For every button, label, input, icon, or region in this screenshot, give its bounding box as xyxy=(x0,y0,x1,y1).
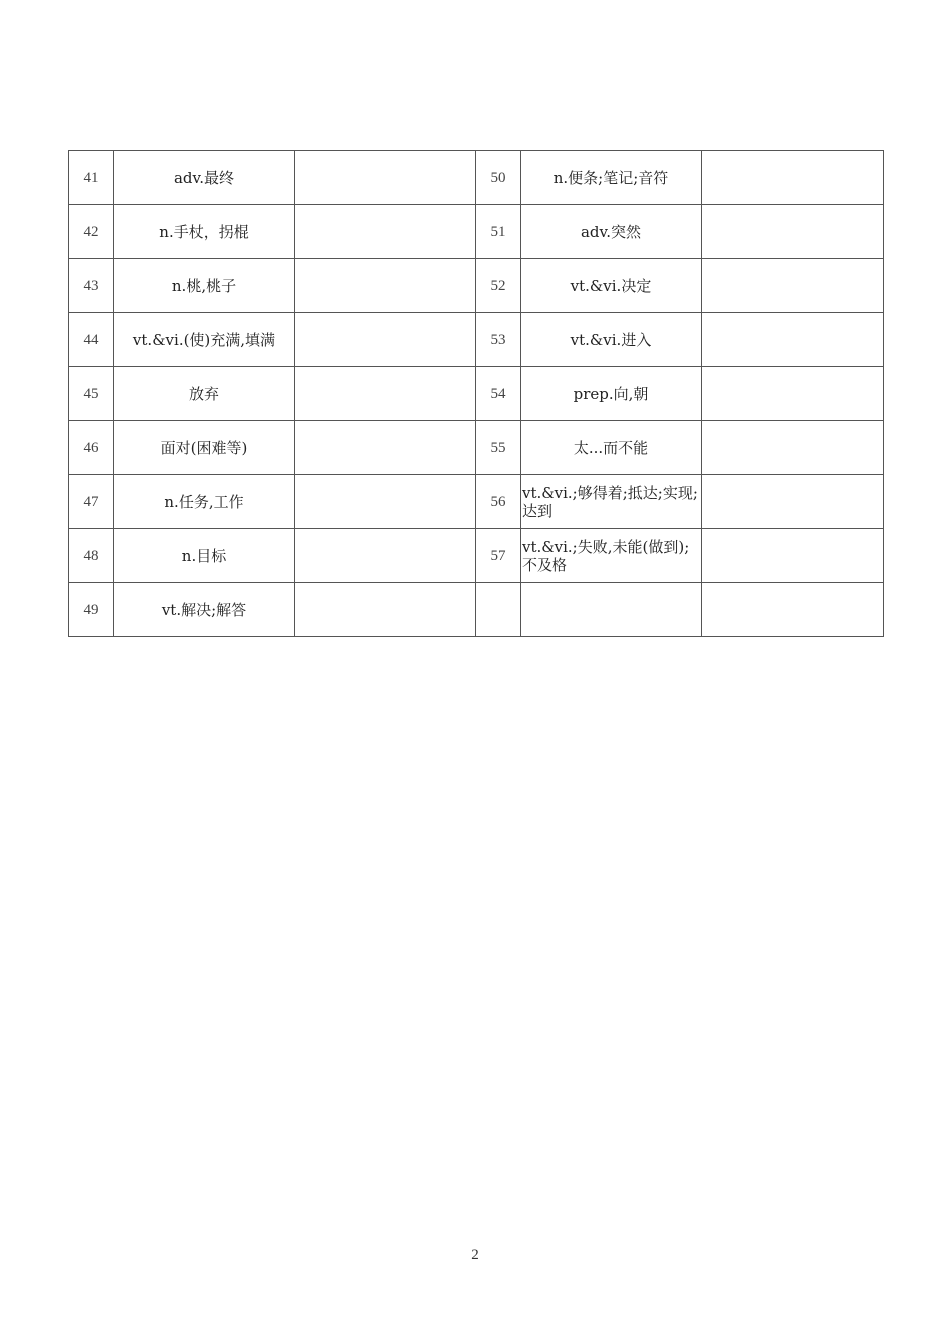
definition-cell: n.桃,桃子 xyxy=(114,259,295,313)
item-number: 57 xyxy=(476,529,521,583)
definition-cell xyxy=(521,583,702,637)
answer-cell[interactable] xyxy=(702,259,884,313)
table-row xyxy=(69,313,884,367)
item-number: 42 xyxy=(69,205,114,259)
item-number: 54 xyxy=(476,367,521,421)
item-number: 45 xyxy=(69,367,114,421)
item-number: 50 xyxy=(476,151,521,205)
item-number: 41 xyxy=(69,151,114,205)
answer-cell[interactable] xyxy=(295,529,476,583)
answer-cell[interactable] xyxy=(295,313,476,367)
definition-cell: vt.&vi.(使)充满,填满 xyxy=(114,313,295,367)
item-number xyxy=(476,583,521,637)
item-number: 47 xyxy=(69,475,114,529)
table-row xyxy=(69,529,884,583)
definition-cell: prep.向,朝 xyxy=(521,367,702,421)
table-row xyxy=(69,583,884,637)
item-number: 55 xyxy=(476,421,521,475)
answer-cell[interactable] xyxy=(295,475,476,529)
item-number: 52 xyxy=(476,259,521,313)
item-number: 44 xyxy=(69,313,114,367)
definition-cell: n.目标 xyxy=(114,529,295,583)
vocabulary-table xyxy=(68,150,884,637)
item-number: 48 xyxy=(69,529,114,583)
item-number: 46 xyxy=(69,421,114,475)
definition-cell: vt.解决;解答 xyxy=(114,583,295,637)
item-number: 49 xyxy=(69,583,114,637)
definition-cell: vt.&vi.决定 xyxy=(521,259,702,313)
answer-cell[interactable] xyxy=(295,259,476,313)
item-number: 51 xyxy=(476,205,521,259)
definition-cell: n.任务,工作 xyxy=(114,475,295,529)
answer-cell[interactable] xyxy=(295,421,476,475)
answer-cell[interactable] xyxy=(295,583,476,637)
answer-cell[interactable] xyxy=(295,205,476,259)
definition-cell: n.手杖，拐棍 xyxy=(114,205,295,259)
table-row xyxy=(69,151,884,205)
item-number: 56 xyxy=(476,475,521,529)
answer-cell[interactable] xyxy=(702,583,884,637)
definition-cell: adv.突然 xyxy=(521,205,702,259)
table-row xyxy=(69,205,884,259)
table-row xyxy=(69,475,884,529)
answer-cell[interactable] xyxy=(702,313,884,367)
answer-cell[interactable] xyxy=(702,421,884,475)
item-number: 43 xyxy=(69,259,114,313)
table-row xyxy=(69,259,884,313)
table-row xyxy=(69,367,884,421)
definition-cell: 面对(困难等) xyxy=(114,421,295,475)
definition-cell: vt.&vi.;失败,未能(做到);不及格 xyxy=(521,529,702,583)
definition-cell: adv.最终 xyxy=(114,151,295,205)
answer-cell[interactable] xyxy=(702,367,884,421)
answer-cell[interactable] xyxy=(295,367,476,421)
page-number: 2 xyxy=(471,1247,479,1263)
table-row xyxy=(69,421,884,475)
answer-cell[interactable] xyxy=(702,475,884,529)
definition-cell: 太...而不能 xyxy=(521,421,702,475)
definition-cell: n.便条;笔记;音符 xyxy=(521,151,702,205)
answer-cell[interactable] xyxy=(295,151,476,205)
definition-cell: vt.&vi.;够得着;抵达;实现;达到 xyxy=(521,475,702,529)
definition-cell: 放弃 xyxy=(114,367,295,421)
answer-cell[interactable] xyxy=(702,529,884,583)
answer-cell[interactable] xyxy=(702,205,884,259)
definition-cell: vt.&vi.进入 xyxy=(521,313,702,367)
answer-cell[interactable] xyxy=(702,151,884,205)
item-number: 53 xyxy=(476,313,521,367)
